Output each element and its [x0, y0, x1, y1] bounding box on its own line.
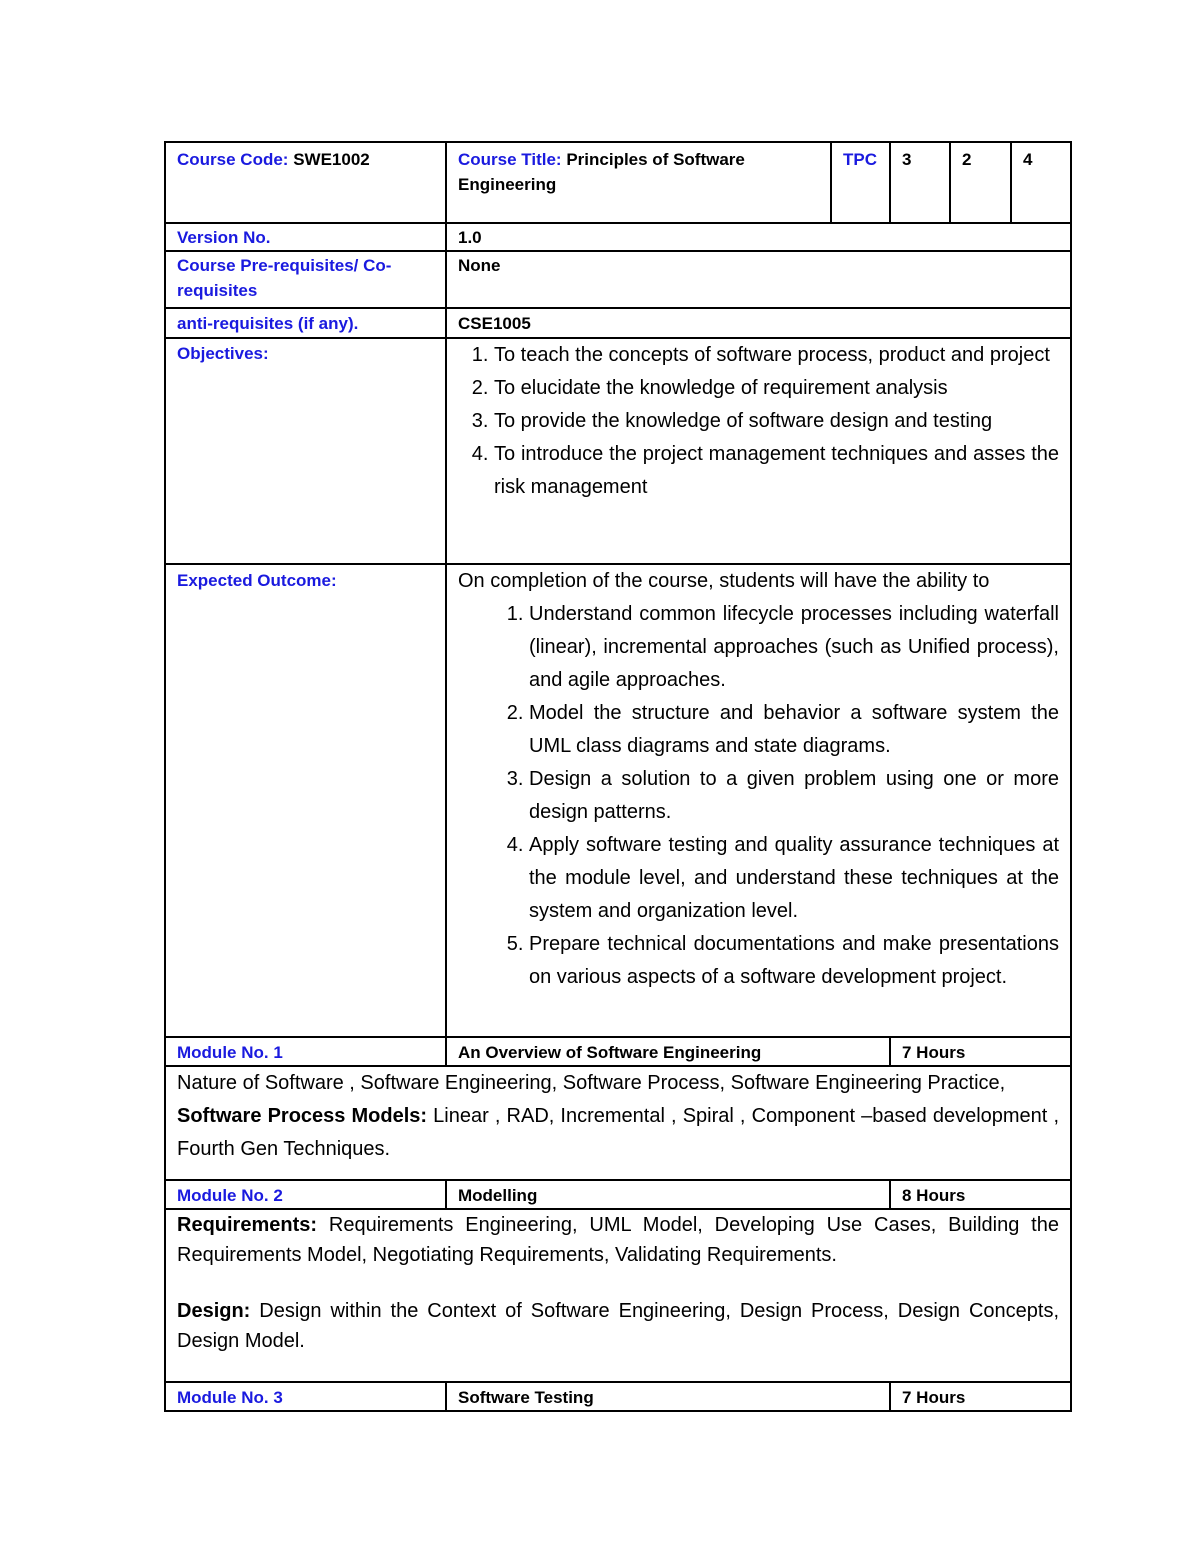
module-3-title: Software Testing — [446, 1382, 890, 1411]
version-label: Version No. — [165, 223, 446, 251]
list-item: 1. Understand common lifecycle processes including waterfall (linear), incremental approaches (such as Unified process), and agile approaches. — [529, 598, 1059, 697]
outcome-label: Expected Outcome: — [165, 564, 446, 1037]
outcome-intro: On completion of the course, students will have the ability to — [458, 570, 990, 592]
course-title-value: Principles of Software Engineering — [458, 150, 745, 194]
module-3-hours: 7 Hours — [890, 1382, 1071, 1411]
module-1-text: Linear , RAD, Incremental , Spiral , Component –based development , Fourth Gen Techniques. — [177, 1105, 1060, 1160]
objectives-cell — [446, 338, 1071, 564]
syllabus-document — [164, 141, 1070, 1412]
prereq-row — [165, 251, 1071, 308]
tpc-credits: 4 — [1011, 142, 1071, 223]
objectives-label: Objectives: — [165, 338, 446, 564]
module-2-design — [177, 1296, 1059, 1356]
module-2-content-row — [165, 1209, 1071, 1382]
antireq-value: CSE1005 — [446, 308, 1071, 338]
module-2-title: Modelling — [446, 1180, 890, 1209]
course-code-label: Course Code: — [177, 150, 289, 169]
antireq-label: anti-requisites (if any). — [165, 308, 446, 338]
tpc-theory: 3 — [890, 142, 950, 223]
module-2-row — [165, 1180, 1071, 1209]
outcome-row — [165, 564, 1071, 1037]
module-3-row — [165, 1382, 1071, 1411]
module-2-req-text: Requirements Engineering, UML Model, Developing Use Cases, Building the Requirements Model, Negotiating Requirements, Validating Requirements. — [177, 1214, 1059, 1266]
list-item: 2. To elucidate the knowledge of requirement analysis — [494, 372, 1059, 405]
module-3-label: Module No. 3 — [165, 1382, 446, 1411]
list-item: 2. Model the structure and behavior a software system the UML class diagrams and state diagrams. — [529, 697, 1059, 763]
module-2-content — [165, 1209, 1071, 1382]
syllabus-table — [164, 141, 1072, 1412]
list-item: 5. Prepare technical documentations and make presentations on various aspects of a software development project. — [529, 928, 1059, 994]
module-2-hours: 8 Hours — [890, 1180, 1071, 1209]
outcome-cell — [446, 564, 1071, 1037]
course-code-cell — [165, 142, 446, 223]
list-item: 1. To teach the concepts of software process, product and project — [494, 339, 1059, 372]
list-item: 4. Apply software testing and quality assurance techniques at the module level, and understand these techniques at the system and organization level. — [529, 829, 1059, 928]
tpc-practical: 2 — [950, 142, 1011, 223]
list-item: 3. Design a solution to a given problem using one or more design patterns. — [529, 763, 1059, 829]
course-code-value: SWE1002 — [293, 150, 370, 169]
module-2-req-bold: Requirements: — [177, 1214, 318, 1236]
module-1-line2 — [177, 1100, 1059, 1166]
module-1-row — [165, 1037, 1071, 1066]
list-item: 3. To provide the knowledge of software design and testing — [494, 405, 1059, 438]
objectives-list — [458, 339, 1059, 504]
objectives-row — [165, 338, 1071, 564]
header-row — [165, 142, 1071, 223]
module-1-content — [165, 1066, 1071, 1180]
version-value: 1.0 — [446, 223, 1071, 251]
antireq-row — [165, 308, 1071, 338]
tpc-label: TPC — [831, 142, 890, 223]
module-1-bold: Software Process Models: — [177, 1105, 428, 1127]
module-1-label: Module No. 1 — [165, 1037, 446, 1066]
list-item: 4. To introduce the project management techniques and asses the risk management — [494, 438, 1059, 504]
course-title-label: Course Title: — [458, 150, 562, 169]
module-2-design-text: Design within the Context of Software Engineering, Design Process, Design Concepts, Design Model. — [177, 1300, 1059, 1352]
module-2-label: Module No. 2 — [165, 1180, 446, 1209]
module-2-requirements — [177, 1210, 1059, 1270]
module-1-line1: Nature of Software , Software Engineering, Software Process, Software Engineering Practice, — [177, 1072, 1006, 1094]
prereq-label: Course Pre-requisites/ Co-requisites — [165, 251, 446, 308]
module-1-content-row — [165, 1066, 1071, 1180]
course-title-cell — [446, 142, 831, 223]
prereq-value: None — [446, 251, 1071, 308]
module-1-title: An Overview of Software Engineering — [446, 1037, 890, 1066]
outcome-list — [458, 598, 1059, 994]
module-2-design-bold: Design: — [177, 1300, 251, 1322]
version-row — [165, 223, 1071, 251]
module-1-hours: 7 Hours — [890, 1037, 1071, 1066]
